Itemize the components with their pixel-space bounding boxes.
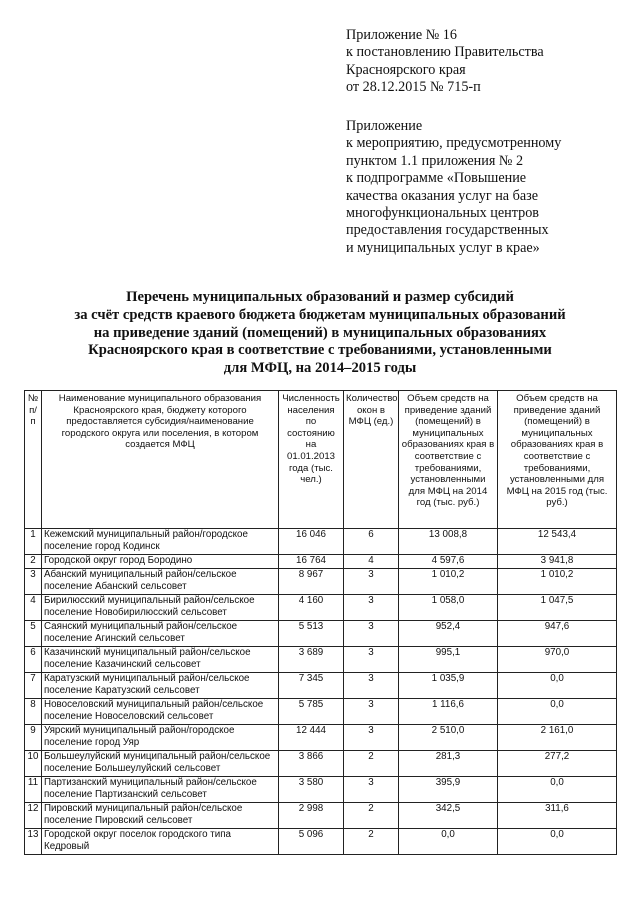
row-windows: 3	[344, 647, 399, 673]
header-sum-2015: Объем средств на приведение зданий (помещений) в муниципальных образованиях края в соответствие с требованиями, установленными для МФЦ на 2015 год (тыс. руб.)	[498, 391, 617, 529]
title-line: на приведение зданий (помещений) в муниципальных образованиях	[93, 324, 547, 341]
row-name: Пировский муниципальный район/сельское поселение Пировский сельсовет	[42, 803, 279, 829]
row-population: 3 580	[279, 777, 344, 803]
row-windows: 3	[344, 621, 399, 647]
row-windows: 6	[344, 529, 399, 555]
row-sum-2014: 4 597,6	[399, 555, 498, 569]
table-row	[25, 777, 617, 803]
row-sum-2015: 0,0	[498, 829, 617, 855]
row-name: Казачинский муниципальный район/сельское поселение Казачинский сельсовет	[42, 647, 279, 673]
row-windows: 3	[344, 595, 399, 621]
row-number: 10	[25, 751, 42, 777]
row-number: 1	[25, 529, 42, 555]
row-sum-2015: 970,0	[498, 647, 617, 673]
row-sum-2015: 0,0	[498, 777, 617, 803]
row-population: 5 785	[279, 699, 344, 725]
row-windows: 4	[344, 555, 399, 569]
row-sum-2015: 3 941,8	[498, 555, 617, 569]
row-number: 6	[25, 647, 42, 673]
row-sum-2015: 2 161,0	[498, 725, 617, 751]
row-name: Кежемский муниципальный район/городское поселение город Кодинск	[42, 529, 279, 555]
row-name: Абанский муниципальный район/сельское поселение Абанский сельсовет	[42, 569, 279, 595]
row-sum-2014: 1 058,0	[399, 595, 498, 621]
title-line: за счёт средств краевого бюджета бюджетам муниципальных образований	[74, 306, 566, 323]
appendix-header	[346, 118, 616, 257]
table-row	[25, 647, 617, 673]
row-sum-2015: 12 543,4	[498, 529, 617, 555]
row-number: 4	[25, 595, 42, 621]
row-population: 16 046	[279, 529, 344, 555]
table-row	[25, 803, 617, 829]
appendix-line: к мероприятию, предусмотренному	[346, 135, 562, 152]
row-windows: 2	[344, 803, 399, 829]
row-name: Городской округ город Бородино	[42, 555, 279, 569]
row-sum-2014: 2 510,0	[399, 725, 498, 751]
row-sum-2015: 1 047,5	[498, 595, 617, 621]
row-sum-2015: 1 010,2	[498, 569, 617, 595]
row-sum-2014: 13 008,8	[399, 529, 498, 555]
table-row	[25, 595, 617, 621]
row-number: 13	[25, 829, 42, 855]
row-population: 4 160	[279, 595, 344, 621]
row-number: 9	[25, 725, 42, 751]
table-row	[25, 725, 617, 751]
row-number: 2	[25, 555, 42, 569]
table-row	[25, 569, 617, 595]
table-row	[25, 829, 617, 855]
appendix-line: и муниципальных услуг в крае»	[346, 239, 540, 256]
row-sum-2014: 342,5	[399, 803, 498, 829]
appendix-line: к подпрограмме «Повышение	[346, 170, 527, 187]
subsidy-table	[24, 390, 617, 855]
table-row	[25, 751, 617, 777]
header-population: Численность населения по состоянию на 01.01.2013 года (тыс. чел.)	[279, 391, 344, 529]
row-population: 12 444	[279, 725, 344, 751]
row-population: 2 998	[279, 803, 344, 829]
row-sum-2015: 0,0	[498, 699, 617, 725]
row-name: Каратузский муниципальный район/сельское поселение Каратузский сельсовет	[42, 673, 279, 699]
row-name: Уярский муниципальный район/городское поселение город Уяр	[42, 725, 279, 751]
row-number: 3	[25, 569, 42, 595]
row-population: 3 866	[279, 751, 344, 777]
table-row	[25, 555, 617, 569]
appendix-line: многофункциональных центров	[346, 205, 539, 222]
row-name: Партизанский муниципальный район/сельское поселение Партизанский сельсовет	[42, 777, 279, 803]
appendix-line: пунктом 1.1 приложения № 2	[346, 152, 524, 169]
header-name: Наименование муниципального образования Красноярского края, бюджету которого предоставляется субсидия/наименование городского округа или поселения, в котором создается МФЦ	[42, 391, 279, 529]
header-sum-2014: Объем средств на приведение зданий (помещений) в муниципальных образованиях края в соответствие с требованиями, установленными для МФЦ на 2014 год (тыс. руб.)	[399, 391, 498, 529]
row-windows: 3	[344, 699, 399, 725]
row-name: Новоселовский муниципальный район/сельское поселение Новоселовский сельсовет	[42, 699, 279, 725]
row-number: 5	[25, 621, 42, 647]
document-title	[40, 289, 600, 378]
row-number: 11	[25, 777, 42, 803]
appendix-16-line: Приложение № 16	[346, 27, 457, 43]
row-windows: 3	[344, 673, 399, 699]
header-number: № п/п	[25, 391, 42, 529]
row-name: Бирилюсский муниципальный район/сельское поселение Новобирилюсский сельсовет	[42, 595, 279, 621]
appendix-16-line: от 28.12.2015 № 715-п	[346, 79, 481, 96]
table-row	[25, 673, 617, 699]
table-row	[25, 699, 617, 725]
appendix-line: Приложение	[346, 118, 423, 134]
appendix-line: качества оказания услуг на базе	[346, 187, 539, 204]
row-population: 5 096	[279, 829, 344, 855]
row-sum-2015: 0,0	[498, 673, 617, 699]
row-name: Городской округ поселок городского типа Кедровый	[42, 829, 279, 855]
row-sum-2014: 1 010,2	[399, 569, 498, 595]
row-number: 7	[25, 673, 42, 699]
title-line: Перечень муниципальных образований и размер субсидий	[126, 289, 514, 305]
row-sum-2015: 311,6	[498, 803, 617, 829]
row-population: 5 513	[279, 621, 344, 647]
row-sum-2014: 281,3	[399, 751, 498, 777]
row-population: 16 764	[279, 555, 344, 569]
row-windows: 2	[344, 751, 399, 777]
row-windows: 3	[344, 569, 399, 595]
table-row	[25, 621, 617, 647]
row-name: Большеулуйский муниципальный район/сельское поселение Большеулуйский сельсовет	[42, 751, 279, 777]
appendix-16-header	[346, 27, 616, 97]
row-population: 8 967	[279, 569, 344, 595]
table-row	[25, 529, 617, 555]
table-header-row	[25, 391, 617, 529]
title-line: Красноярского края в соответствие с требованиями, установленными	[88, 342, 552, 359]
title-line: для МФЦ, на 2014–2015 годы	[223, 360, 417, 377]
row-sum-2014: 0,0	[399, 829, 498, 855]
row-population: 3 689	[279, 647, 344, 673]
row-number: 8	[25, 699, 42, 725]
row-windows: 3	[344, 725, 399, 751]
appendix-16-line: Красноярского края	[346, 61, 466, 78]
row-windows: 3	[344, 777, 399, 803]
appendix-16-line: к постановлению Правительства	[346, 44, 544, 61]
row-sum-2014: 1 035,9	[399, 673, 498, 699]
row-name: Саянский муниципальный район/сельское поселение Агинский сельсовет	[42, 621, 279, 647]
row-number: 12	[25, 803, 42, 829]
row-sum-2014: 395,9	[399, 777, 498, 803]
row-sum-2015: 277,2	[498, 751, 617, 777]
header-windows: Количество окон в МФЦ (ед.)	[344, 391, 399, 529]
appendix-line: предоставления государственных	[346, 222, 549, 239]
row-sum-2014: 1 116,6	[399, 699, 498, 725]
row-sum-2014: 952,4	[399, 621, 498, 647]
row-windows: 2	[344, 829, 399, 855]
row-population: 7 345	[279, 673, 344, 699]
row-sum-2015: 947,6	[498, 621, 617, 647]
row-sum-2014: 995,1	[399, 647, 498, 673]
